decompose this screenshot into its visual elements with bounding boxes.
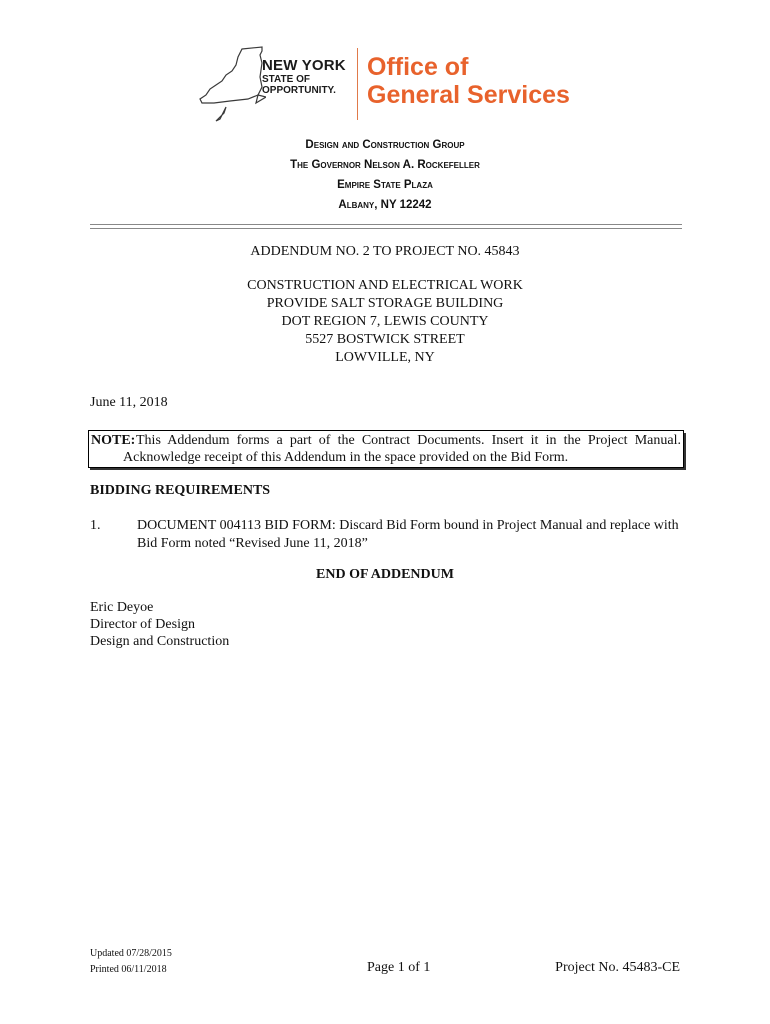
addendum-title-block: [0, 243, 770, 367]
address-line-2: The Governor Nelson A. Rockefeller: [290, 159, 480, 171]
logo-state-name: NEW YORK: [262, 57, 346, 74]
logo-tagline-line-1: STATE OF: [262, 74, 310, 85]
note-line-2: Acknowledge receipt of this Addendum in the space provided on the Bid Form.: [123, 450, 569, 465]
page-number: Page 1 of 1: [367, 960, 431, 975]
list-item-number: 1.: [90, 518, 101, 533]
address-line-1: Design and Construction Group: [305, 139, 465, 151]
note-label: NOTE:: [91, 433, 136, 448]
end-of-addendum: END OF ADDENDUM: [316, 567, 454, 582]
logo-state-tagline: [262, 74, 336, 96]
project-line-1: CONSTRUCTION AND ELECTRICAL WORK: [247, 278, 523, 293]
addendum-title: ADDENDUM NO. 2 TO PROJECT NO. 45843: [250, 244, 520, 259]
logo-tagline-line-2: OPPORTUNITY.: [262, 85, 336, 96]
new-york-state-outline-icon: [196, 43, 266, 123]
header-rule: [90, 224, 682, 229]
logo-agency-line-2: General Services: [367, 81, 570, 109]
signature-block: [90, 599, 229, 650]
footer-updated: Updated 07/28/2015: [90, 948, 172, 959]
ogs-logo: [196, 43, 586, 123]
note-line-1: This Addendum forms a part of the Contract Documents. Insert it in the Project Manual.: [136, 433, 681, 448]
note-box-shadow: [90, 468, 686, 470]
signer-name: Eric Deyoe: [90, 600, 154, 615]
note-box: [88, 430, 684, 468]
logo-agency-line-1: Office of: [367, 53, 469, 81]
address-line-4: Albany, NY 12242: [338, 199, 432, 211]
logo-divider: [357, 48, 358, 120]
footer-printed: Printed 06/11/2018: [90, 964, 167, 975]
project-line-3: DOT REGION 7, LEWIS COUNTY: [281, 314, 489, 329]
signer-title: Director of Design: [90, 617, 195, 632]
note-box-shadow-right: [684, 433, 686, 470]
footer-dates: [90, 946, 172, 978]
footer-project-number: Project No. 45483-CE: [555, 960, 680, 975]
agency-address: [0, 135, 770, 215]
address-line-3: Empire State Plaza: [337, 179, 433, 191]
project-line-4: 5527 BOSTWICK STREET: [305, 332, 465, 347]
logo-agency-name: [367, 53, 570, 109]
project-line-5: LOWVILLE, NY: [335, 350, 435, 365]
list-item-text: DOCUMENT 004113 BID FORM: Discard Bid Form bound in Project Manual and replace with Bid Form noted “Revised June 11, 2018”: [137, 518, 679, 551]
signer-department: Design and Construction: [90, 634, 230, 649]
document-date: June 11, 2018: [90, 395, 168, 410]
section-heading: BIDDING REQUIREMENTS: [90, 483, 271, 498]
project-line-2: PROVIDE SALT STORAGE BUILDING: [266, 296, 504, 311]
